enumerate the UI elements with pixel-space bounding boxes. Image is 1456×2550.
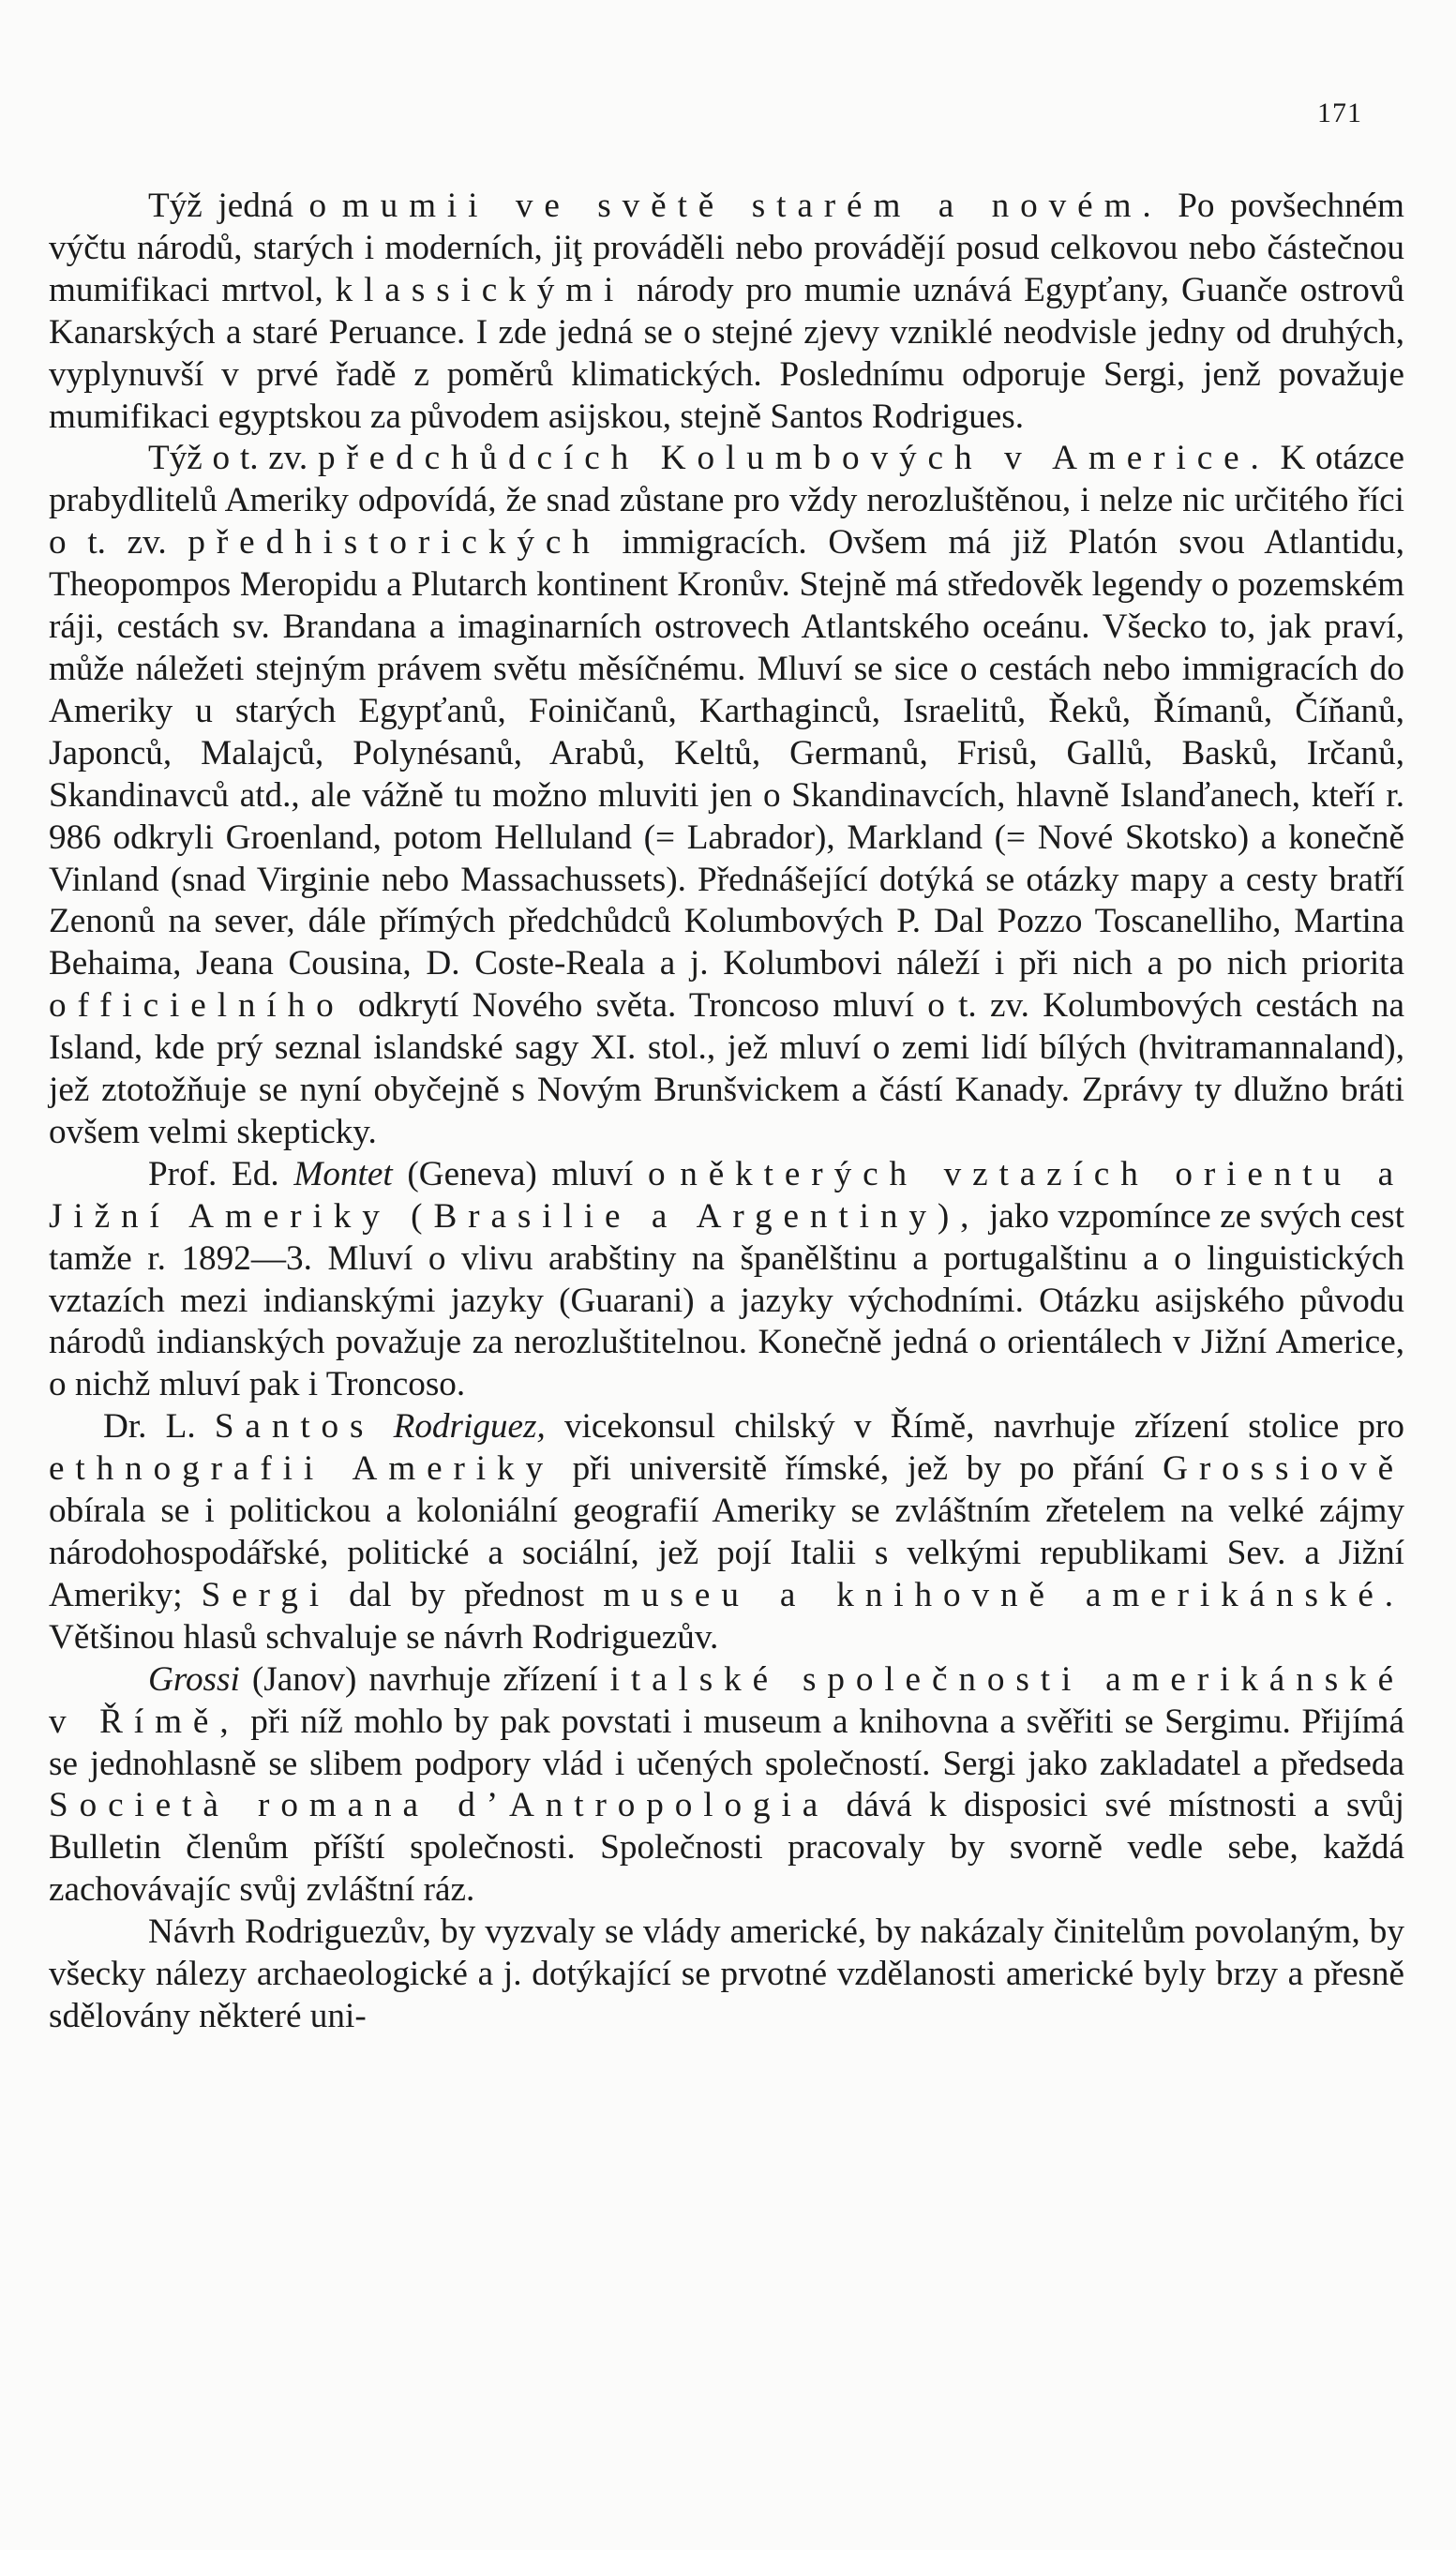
paragraph-rodriguez: Dr. L. Santos Rodriguez, vicekonsul chilský v Římě, navrhuje zřízení stolice pro ethnografii Ameriky při universitě římské, jež by po přání Grossiově obírala se i politickou a koloniální geografií Ameriky se zvláštním zřetelem na velké zájmy národohospodářské, politické a sociální, jež pojí Italii s velkými republikami Sev. a Jižní Ameriky; Sergi dal by přednost museu a knihovně amerikánské. Většinou hlasů schvaluje se návrh Rodriguezův. [49, 1407, 1405, 1657]
paragraph-mummies: Týž jedná o mumii ve světě starém a novém. Po povšechném výčtu národů, starých i moderních, jiţ prováděli nebo provádějí posud celkovou nebo částečnou mumifikaci mrtvol, klassickými národy pro mumie uznává Egypťany, Guanče ostrovů Kanarských a staré Peruance. I zde jedná se o stejné zjevy vzniklé neodvisle jedny od druhých, vyplynuvší v prvé řadě z poměrů klimatických. Poslednímu odporuje Sergi, jenž považuje mumifikaci egyptskou za původem asijskou, stejně Santos Rodrigues. [49, 187, 1405, 436]
paragraph-proposal: Návrh Rodriguezův, by vyzvaly se vlády americké, by nakázaly činitelům povolaným, by všecky nálezy archaeologické a j. dotýkající se prvotné vzdělanosti americké byly brzy a přesně sdělovány některé uni- [49, 1912, 1404, 2035]
page-number: 171 [1317, 98, 1362, 128]
body-text [49, 186, 1404, 2038]
paragraph-predecessors: Týž o t. zv. předchůdcích Kolumbových v Americe. K otázce prabydlitelů Ameriky odpovídá, že snad zůstane pro vždy nerozluštěnou, i nelze nic určitého říci o t. zv. předhistorických immigracích. Ovšem má již Platón svou Atlantidu, Theopompos Meropidu a Plutarch kontinent Kronův. Stejně má středověk legendy o pozemském ráji, cestách sv. Brandana a imaginarních ostrovech Atlantského oceánu. Všecko to, jak praví, může náležeti stejným právem světu měsíčnému. Mluví se sice o cestách nebo immigracích do Ameriky u starých Egypťanů, Foiničanů, Karthaginců, Israelitů, Řeků, Římanů, Číňanů, Japonců, Malajců, Polynésanů, Arabů, Keltů, Germanů, Frisů, Gallů, Basků, Irčanů, Skandinavců atd., ale vážně tu možno mluviti jen o Skandinavcích, hlavně Islanďanech, kteří r. 986 odkryli Groenland, potom Helluland (= Labrador), Markland (= Nové Skotsko) a konečně Vinland (snad Virginie nebo Massachussets). Přednášející dotýká se otázky mapy a cesty bratří Zenonů na sever, dále přímých předchůdců Kolumbových P. Dal Pozzo Toscanelliho, Martina Behaima, Jeana Cousina, D. Coste-Reala a j. Kolumbovi náleží i při nich a po nich priorita officielního odkrytí Nového světa. Troncoso mluví o t. zv. Kolumbových cestách na Island, kde prý seznal islandské sagy XI. stol., jež mluví o zemi lidí bílých (hvitramannaland), jež ztotožňuje se nyní obyčejně s Novým Brunšvickem a částí Kanady. Zprávy ty dlužno bráti ovšem velmi skepticky. [49, 439, 1404, 1151]
paragraph-grossi: Grossi (Janov) navrhuje zřízení italské společnosti amerikánské v Římě, při níž mohlo by pak povstati i museum a knihovna a svěřiti se Sergimu. Přijímá se jednohlasně se slibem podpory vlád i učených společností. Sergi jako zakladatel a předseda Società romana d’Antropologia dává k disposici své místnosti a svůj Bulletin členům příští společnosti. Společnosti pracovaly by svorně vedle sebe, každá zachovávajíc svůj zvláštní ráz. [49, 1659, 1404, 1910]
paragraph-montet: Prof. Ed. Montet (Geneva) mluví o některých vztazích orientu a Jižní Ameriky (Brasilie a Argentiny), jako vzpomínce ze svých cest tamže r. 1892—3. Mluví o vlivu arabštiny na španělštinu a portugalštinu a o linguistických vztazích mezi indianskými jazyky (Guarani) a jazyky východními. Otázku asijského původu národů indianských považuje za nerozluštitelnou. Konečně jedná o orientálech v Jižní Americe, o nichž mluví pak i Troncoso. [49, 1154, 1405, 1404]
